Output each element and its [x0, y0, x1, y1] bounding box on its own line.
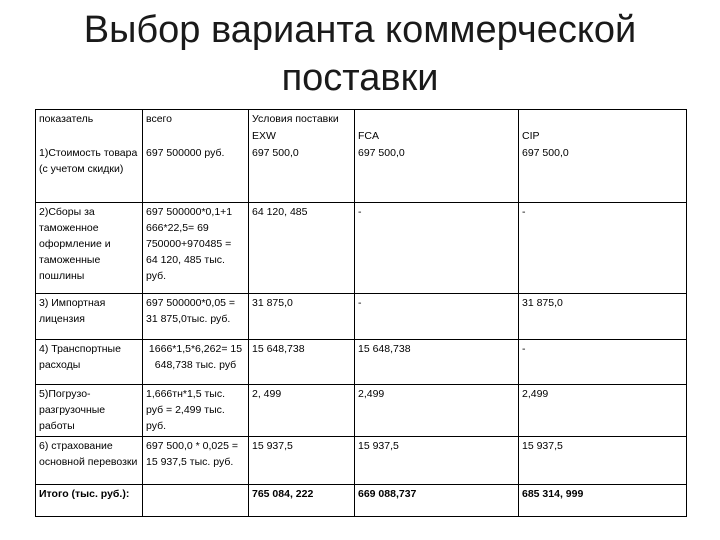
totals-exw: 765 084, 222 [249, 484, 355, 516]
row-fca: 2,499 [355, 384, 519, 436]
row-total: 697 500,0 * 0,025 = 15 937,5 тыс. руб. [143, 436, 249, 484]
header-fca: FCA [355, 127, 519, 144]
row-total: 697 500000*0,1+1 666*22,5= 69 750000+970485 = 64 120, 485 тыс. руб. [143, 202, 249, 293]
table-totals-row [36, 484, 687, 516]
row-total: 1,666тн*1,5 тыс. руб = 2,499 тыс. руб. [143, 384, 249, 436]
title-line-2: поставки [281, 57, 439, 99]
header-cip: CIP [519, 127, 687, 144]
row-fca: 15 648,738 [355, 339, 519, 384]
row-exw: 15 937,5 [249, 436, 355, 484]
row-fca: - [355, 202, 519, 293]
row-exw: 64 120, 485 [249, 202, 355, 293]
table-row [36, 339, 687, 384]
table-row [36, 144, 687, 202]
row-cip: 31 875,0 [519, 293, 687, 339]
header-total: всего [143, 110, 249, 128]
row-fca: - [355, 293, 519, 339]
delivery-options-table [35, 109, 687, 517]
slide-title [0, 6, 720, 102]
table-row [36, 384, 687, 436]
row-exw: 31 875,0 [249, 293, 355, 339]
title-line-1: Выбор варианта коммерческой [83, 9, 637, 51]
row-label: 5)Погрузо-разгрузочные работы [36, 384, 143, 436]
row-label: 4) Транспортные расходы [36, 339, 143, 384]
table-row [36, 293, 687, 339]
table-row [36, 436, 687, 484]
row-fca: 15 937,5 [355, 436, 519, 484]
row-exw: 2, 499 [249, 384, 355, 436]
row-label: 3) Импортная лицензия [36, 293, 143, 339]
row-total: 697 500000*0,05 = 31 875,0тыс. руб. [143, 293, 249, 339]
header-exw: EXW [249, 127, 355, 144]
totals-cip: 685 314, 999 [519, 484, 687, 516]
row-cip: 697 500,0 [519, 144, 687, 202]
row-cip: 15 937,5 [519, 436, 687, 484]
row-exw: 15 648,738 [249, 339, 355, 384]
row-exw: 697 500,0 [249, 144, 355, 202]
row-total: 697 500000 руб. [143, 144, 249, 202]
totals-label: Итого (тыс. руб.): [36, 484, 143, 516]
table-subheader-row [36, 127, 687, 144]
row-label: 1)Стоимость товара (с учетом скидки) [36, 144, 143, 202]
row-label: 6) страхование основной перевозки [36, 436, 143, 484]
totals-fca: 669 088,737 [355, 484, 519, 516]
row-cip: - [519, 202, 687, 293]
header-indicator: показатель [36, 110, 143, 128]
table-header-row [36, 110, 687, 128]
row-fca: 697 500,0 [355, 144, 519, 202]
row-total: 1666*1,5*6,262= 15 648,738 тыс. руб [143, 339, 249, 384]
row-cip: 2,499 [519, 384, 687, 436]
header-conditions: Условия поставки [249, 110, 355, 128]
row-cip: - [519, 339, 687, 384]
row-label: 2)Сборы за таможенное оформление и таможенные пошлины [36, 202, 143, 293]
table-row [36, 202, 687, 293]
